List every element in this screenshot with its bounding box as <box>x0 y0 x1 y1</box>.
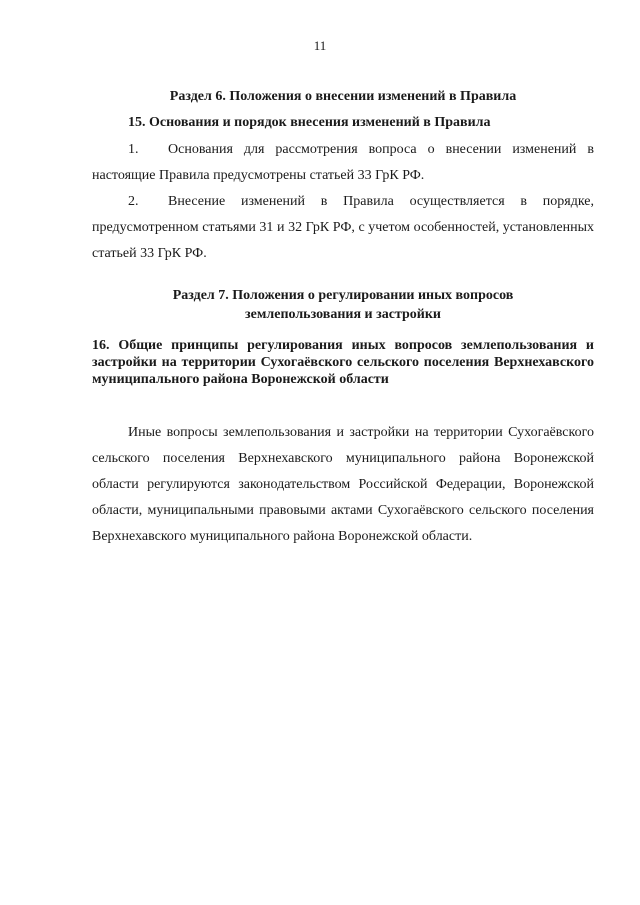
section-7-heading <box>92 286 594 324</box>
article-15-item-1 <box>92 137 594 189</box>
item-text: Основания для рассмотрения вопроса о внесении изменений в настоящие Правила предусмотрены статьей 33 ГрК РФ. <box>92 142 594 183</box>
section-6-heading: Раздел 6. Положения о внесении изменений в Правила <box>169 89 517 104</box>
item-number: 2. <box>128 194 139 209</box>
item-text: Внесение изменений в Правила осуществляется в порядке, предусмотренном статьями 31 и 32 ГрК РФ, с учетом особенностей, установленных статьей 33 ГрК РФ. <box>92 194 594 261</box>
article-15-heading: 15. Основания и порядок внесения изменений в Правила <box>128 115 491 130</box>
section-7-heading-line-2: землепользования и застройки <box>245 307 441 322</box>
article-15-item-2 <box>92 189 594 267</box>
section-7-heading-line-1: Раздел 7. Положения о регулировании иных вопросов <box>172 288 514 303</box>
item-number: 1. <box>128 142 139 157</box>
article-16-heading: 16. Общие принципы регулирования иных вопросов землепользования и застройки на территории Сухогаёвского сельского поселения Верхнехавского муниципального района Воронежской области <box>92 338 594 387</box>
article-16-body-text: Иные вопросы землепользования и застройки на территории Сухогаёвского сельского поселения Верхнехавского муниципального района Воронежской области регулируются законодательством Российской Федерации, Воронежской области, муниципальными правовыми актами Сухогаёвского сельского поселения Верхнехавского муниципального района Воронежской области. <box>92 425 594 544</box>
article-16-body <box>92 420 594 550</box>
page-number: 11 <box>313 38 327 53</box>
